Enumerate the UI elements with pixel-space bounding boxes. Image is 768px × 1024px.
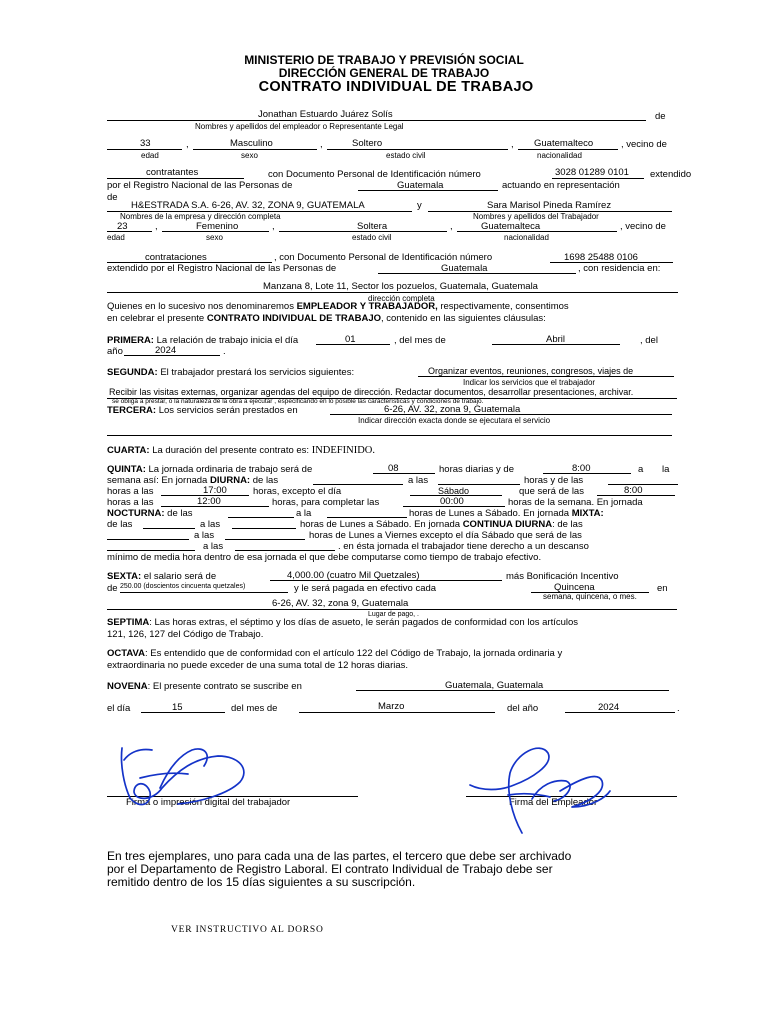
employer-signature-label: Firma del Empleador xyxy=(509,797,598,808)
employer-sex-field[interactable]: Masculino xyxy=(230,138,273,149)
tercera-place-label: Indicar dirección exacta donde se ejecutara el servicio xyxy=(358,416,551,425)
quinta-weekly-hours-field[interactable]: 00:00 xyxy=(440,496,464,507)
worker-registry-text: extendido por el Registro Nacional de las Personas de xyxy=(107,263,337,274)
quinta-from-time-field[interactable]: 8:00 xyxy=(572,463,591,474)
company-label: Nombres de la empresa y dirección completa xyxy=(120,212,281,221)
employer-registry-field[interactable]: Guatemala xyxy=(397,180,444,191)
primera-day-field[interactable]: 01 xyxy=(345,334,356,345)
employer-age-field[interactable]: 33 xyxy=(140,138,151,149)
intro-line-1: Quienes en lo sucesivo nos denominaremos EMPLEADOR Y TRABAJADOR, respectivamente, consentimos xyxy=(107,301,569,312)
segunda-obliga-label: se obliga a prestar, o la naturaleza de la obra a ejecutar , especificando en lo posible las características y condiciones de trabajo. xyxy=(112,398,484,405)
sexo-label: sexo xyxy=(241,151,258,160)
worker-nacionalidad-label: nacionalidad xyxy=(504,233,549,242)
footer-line-2: por el Departamento de Registro Laboral. El contrato Individual de Trabajo debe ser xyxy=(107,862,553,876)
direction-heading: DIRECCIÓN GENERAL DE TRABAJO xyxy=(278,66,490,80)
tercera-clause: TERCERA: Los servicios serán prestados en xyxy=(107,405,298,416)
novena-place-field[interactable]: Guatemala, Guatemala xyxy=(445,680,544,691)
novena-month-field[interactable]: Marzo xyxy=(378,701,405,712)
cuarta-clause: CUARTA: La duración del presente contrato es: INDEFINIDO. xyxy=(107,445,376,456)
worker-name-label: Nombres y apellidos del Trabajador xyxy=(473,212,599,221)
primera-del-text: , del xyxy=(640,335,658,346)
worker-doc-text: , con Documento Personal de Identificación número xyxy=(274,252,493,263)
sexta-period-field[interactable]: Quincena xyxy=(554,582,595,593)
footer-line-3: remitido dentro de los 15 días siguientes a su suscripción. xyxy=(107,875,416,889)
novena-year-field[interactable]: 2024 xyxy=(598,702,620,713)
sexta-bonus-field[interactable]: 250.00 (doscientos cincuenta quetzales) xyxy=(120,583,246,590)
worker-residence-field[interactable]: contrataciones xyxy=(145,252,207,263)
segunda-indicar-label: Indicar los servicios que el trabajador xyxy=(463,378,596,387)
tercera-place-field[interactable]: 6-26, AV. 32, zona 9, Guatemala xyxy=(384,404,521,415)
nacionalidad-label: nacionalidad xyxy=(537,151,582,160)
primera-mes-text: , del mes de xyxy=(394,335,446,346)
worker-doc-number-field[interactable]: 1698 25488 0106 xyxy=(564,252,638,263)
employer-de-line: de xyxy=(107,192,118,203)
worker-vecino-text: , vecino de xyxy=(620,221,666,232)
sexta-salary-field[interactable]: 4,000.00 (cuatro Mil Quetzales) xyxy=(287,570,420,581)
employer-vecino-text: , vecino de xyxy=(621,139,667,150)
intro-line-2: en celebrar el presente CONTRATO INDIVIDUAL DE TRABAJO, contenido en las siguientes cláusulas: xyxy=(107,313,546,324)
employer-doc-number-field[interactable]: 3028 01289 0101 xyxy=(555,167,629,178)
employer-name-label: Nombres y apellidos del empleador o Representante Legal xyxy=(195,122,404,131)
primera-year-field[interactable]: 2024 xyxy=(155,345,177,356)
employer-name-field[interactable]: Jonathan Estuardo Juárez Solís xyxy=(258,109,393,120)
ministry-heading: MINISTERIO DE TRABAJO Y PREVISIÓN SOCIAL xyxy=(244,53,524,67)
worker-address-label: dirección completa xyxy=(368,294,435,303)
segunda-clause: SEGUNDA: El trabajador prestará los servicios siguientes: xyxy=(107,367,355,378)
worker-name-field[interactable]: Sara Marisol Pineda Ramírez xyxy=(487,200,612,211)
worker-registry-field[interactable]: Guatemala xyxy=(441,263,488,274)
worker-age-field[interactable]: 23 xyxy=(117,221,128,232)
employer-residence-field[interactable]: contratantes xyxy=(146,167,199,178)
quinta-sat-to-field[interactable]: 12:00 xyxy=(197,496,221,507)
employer-extendido-text: extendido xyxy=(650,169,692,180)
primera-ano-text: año xyxy=(107,346,123,357)
worker-signature[interactable] xyxy=(100,730,270,830)
edad-label: edad xyxy=(141,151,159,160)
employer-registry-text: por el Registro Nacional de las Personas de xyxy=(107,180,293,191)
footer-line-1: En tres ejemplares, uno para cada una de las partes, el tercero que debe ser archivado xyxy=(107,849,572,863)
company-y-text: y xyxy=(417,200,422,211)
worker-estado-civil-label: estado civil xyxy=(352,233,392,242)
worker-signature-label: Firma o impresión digital del trabajador xyxy=(126,797,291,808)
employer-civil-status-field[interactable]: Soltero xyxy=(352,138,383,149)
novena-day-field[interactable]: 15 xyxy=(172,702,183,713)
septima-clause: SEPTIMA: Las horas extras, el séptimo y los días de asueto, le serán pagados de conformidad con los artículos xyxy=(107,617,579,628)
worker-edad-label: edad xyxy=(107,233,125,242)
segunda-services-field-1[interactable]: Organizar eventos, reuniones, congresos, viajes de xyxy=(428,366,634,376)
worker-sexo-label: sexo xyxy=(206,233,223,242)
worker-nationality-field[interactable]: Guatemalteca xyxy=(481,221,541,232)
employer-de-text: de xyxy=(655,111,666,122)
worker-sex-field[interactable]: Femenino xyxy=(196,221,239,232)
employer-signature[interactable] xyxy=(460,735,640,845)
quinta-except-day-field[interactable]: Sábado xyxy=(438,486,470,496)
estado-civil-label: estado civil xyxy=(386,151,426,160)
worker-civil-status-field[interactable]: Soltera xyxy=(357,221,388,232)
worker-residence-suffix: , con residencia en: xyxy=(578,263,661,274)
employer-nationality-field[interactable]: Guatemalteco xyxy=(534,138,594,149)
sexta-period-label: semana, quincena, o mes. xyxy=(543,592,637,601)
company-field[interactable]: H&ESTRADA S.A. 6-26, AV. 32, ZONA 9, GUATEMALA xyxy=(131,200,365,211)
worker-address-field[interactable]: Manzana 8, Lote 11, Sector los pozuelos, Guatemala, Guatemala xyxy=(263,281,538,292)
octava-clause: OCTAVA: Es entendido que de conformidad con el artículo 122 del Código de Trabajo, la jornada ordinaria y xyxy=(107,648,563,659)
primera-clause: PRIMERA: La relación de trabajo inicia el día xyxy=(107,335,299,346)
quinta-to-time-field[interactable]: 17:00 xyxy=(203,485,227,496)
cuarta-duration-field[interactable]: INDEFINIDO. xyxy=(311,445,376,456)
page-title: CONTRATO INDIVIDUAL DE TRABAJO xyxy=(258,79,534,95)
segunda-services-field-2[interactable]: Recibir las visitas externas, organizar agendas del equipo de dirección. Redactar documentos, desarrollar presentaciones, archivar. xyxy=(109,387,634,397)
quinta-sat-from-field[interactable]: 8:00 xyxy=(624,485,643,496)
sexta-pay-place-field[interactable]: 6-26, AV. 32, zona 9, Guatemala xyxy=(272,598,409,609)
quinta-hours-daily-field[interactable]: 08 xyxy=(388,463,399,474)
instructivo-note: VER INSTRUCTIVO AL DORSO xyxy=(171,925,324,935)
employer-representation-text: actuando en representación xyxy=(502,180,620,191)
primera-month-field[interactable]: Abril xyxy=(546,334,566,345)
novena-clause: NOVENA: El presente contrato se suscribe en xyxy=(107,681,302,692)
sexta-pay-place-label: Lugar de pago, . xyxy=(368,611,419,618)
employer-doc-text: con Documento Personal de Identificación número xyxy=(268,169,481,180)
